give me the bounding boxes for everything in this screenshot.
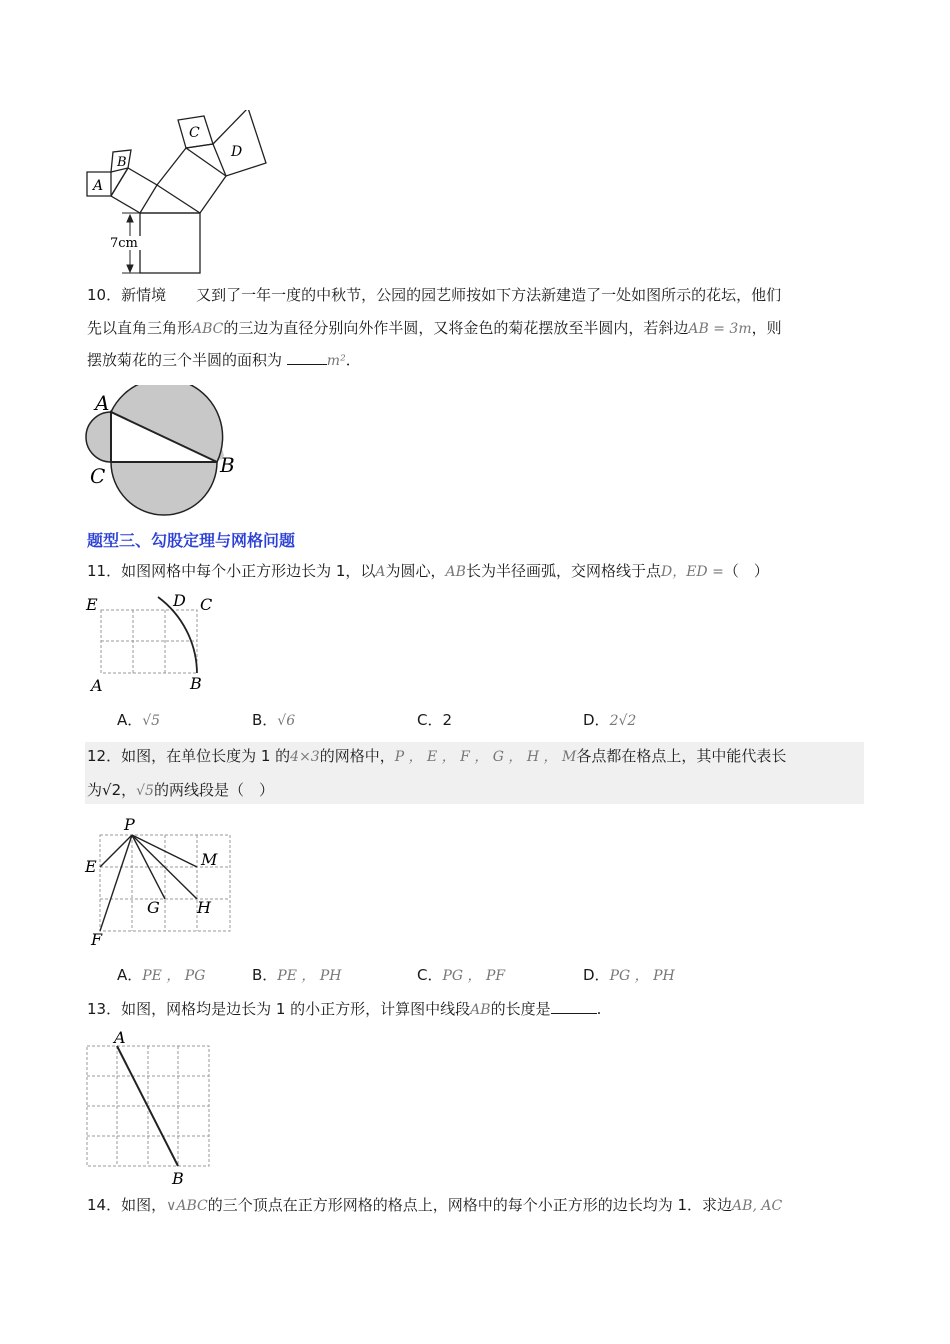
q13-text-b: 的长度是 (490, 1000, 551, 1018)
fig11-label-c: C (200, 595, 213, 614)
fig9-label-d: D (231, 144, 243, 160)
q10-ab-expr: AB = 3m (688, 321, 752, 337)
fig11-label-b: B (190, 674, 202, 693)
q12-option-a-value: PE ， PG (142, 968, 206, 984)
q10-line-1: 10．新情境 又到了一年一度的中秋节，公园的园艺师按如下方法新建造了一处如图所示的花坛，他们 (87, 286, 782, 304)
fig10-label-a: A (95, 391, 110, 415)
fig10-label-c: C (90, 464, 106, 488)
q12-option-c[interactable] (417, 964, 505, 985)
q11-option-a-label: A． (117, 711, 143, 729)
q10-line-3 (87, 350, 361, 371)
q12-option-b[interactable] (252, 964, 341, 985)
q10-answer-blank[interactable] (287, 350, 327, 365)
q12-text-e: ， (121, 781, 137, 799)
q11-stem (87, 561, 769, 582)
q10-line2-b: 的三边为直径分别向外作半圆，又将金色的菊花摆放至半圆内，若斜边 (223, 319, 689, 337)
fig12-label-p: P (124, 815, 135, 834)
q11-option-a-value: √5 (142, 713, 161, 729)
q12-text-b: 的网格中， (319, 747, 395, 765)
q12-sqrt2: √2 (102, 781, 122, 799)
q10-line2-c: ，则 (751, 319, 782, 337)
q12-line-1 (87, 746, 786, 767)
q13-stem (87, 999, 601, 1020)
q13-ab: AB (470, 1002, 491, 1018)
q14-text-b: 的三个顶点在正方形网格的格点上，网格中的每个小正方形的边长均为 1．求边 (207, 1196, 733, 1214)
q11-option-c-label: C． (417, 711, 443, 729)
q10-line-2 (87, 318, 782, 339)
q11-option-b-value: √6 (277, 713, 296, 729)
q11-text-c: 长为半径画弧，交网格线于点 (465, 562, 661, 580)
q10-line3-a: 摆放菊花的三个半圆的面积为 (87, 351, 283, 369)
q11-ed: D，ED = (660, 564, 724, 580)
figure-q12-grid-lines (80, 812, 240, 952)
q11-option-d[interactable] (583, 709, 636, 730)
q12-text-a: 12．如图，在单位长度为 1 的 (87, 747, 291, 765)
q14-sides: AB, AC (732, 1198, 783, 1214)
q11-text-d: （ ） (723, 562, 769, 580)
q11-option-d-label: D． (583, 711, 610, 729)
q10-line3-end: ． (345, 351, 361, 369)
q12-text-f: 的两线段是（ ） (153, 781, 274, 799)
q11-point-a: A (375, 564, 386, 580)
figure-q9-squares (80, 110, 280, 280)
q14-text-a: 14．如图， (87, 1196, 167, 1214)
q13-text-end: . (596, 1000, 602, 1018)
q12-option-d-label: D． (583, 966, 610, 984)
figure-q10-semicircles (80, 385, 250, 520)
q14-stem (87, 1195, 782, 1216)
q12-grid-size: 4×3 (290, 749, 320, 765)
q11-option-c[interactable] (417, 709, 452, 730)
q12-option-c-label: C． (417, 966, 443, 984)
q12-option-a[interactable] (117, 964, 205, 985)
fig9-dimension-label: 7cm (110, 236, 138, 251)
q11-option-d-value: 2√2 (609, 713, 637, 729)
fig12-label-e: E (85, 857, 97, 876)
fig10-label-b: B (220, 453, 235, 477)
fig12-label-m: M (201, 850, 218, 869)
q11-option-c-value: 2 (442, 711, 453, 729)
fig9-label-a: A (93, 178, 104, 194)
q11-text-b: 为圆心， (385, 562, 446, 580)
q13-answer-blank[interactable] (551, 999, 597, 1014)
q10-abc: ABC (192, 321, 224, 337)
q13-text-a: 13．如图，网格均是边长为 1 的小正方形，计算图中线段 (87, 1000, 471, 1018)
q12-option-a-label: A． (117, 966, 143, 984)
q11-option-a[interactable] (117, 709, 160, 730)
figure-q11-grid-arc (80, 590, 230, 695)
q12-option-b-value: PE ， PH (277, 968, 342, 984)
fig13-label-b: B (172, 1169, 184, 1188)
q12-sqrt5: √5 (136, 783, 154, 799)
fig12-label-f: F (91, 930, 103, 949)
q11-option-b[interactable] (252, 709, 295, 730)
fig11-label-e: E (86, 595, 98, 614)
q12-text-c: 各点都在格点上，其中能代表长 (576, 747, 787, 765)
fig12-label-g: G (147, 898, 160, 917)
q10-line2-a: 先以直角三角形 (87, 319, 193, 337)
q14-triangle: ∨ABC (166, 1198, 208, 1214)
fig9-label-c: C (189, 125, 200, 141)
q12-text-d: 为 (87, 781, 103, 799)
q12-line-2 (87, 780, 274, 801)
fig12-label-h: H (197, 898, 211, 917)
q11-ab: AB (445, 564, 466, 580)
fig13-label-a: A (114, 1028, 126, 1047)
q11-text-a: 11．如图网格中每个小正方形边长为 1，以 (87, 562, 376, 580)
section-title: 题型三、勾股定理与网格问题 (87, 531, 296, 550)
q10-unit: m² (326, 353, 346, 369)
fig11-label-d: D (173, 591, 186, 610)
q11-option-b-label: B． (252, 711, 278, 729)
q12-points: P ， E ， F ， G ， H ， M (394, 749, 577, 765)
q12-option-c-value: PG ， PF (442, 968, 506, 984)
fig11-label-a: A (91, 676, 103, 695)
q12-option-d-value: PG ， PH (609, 968, 675, 984)
q12-option-d[interactable] (583, 964, 675, 985)
fig9-label-b: B (117, 155, 127, 170)
figure-q13-grid-segment (80, 1025, 220, 1190)
q12-option-b-label: B． (252, 966, 278, 984)
